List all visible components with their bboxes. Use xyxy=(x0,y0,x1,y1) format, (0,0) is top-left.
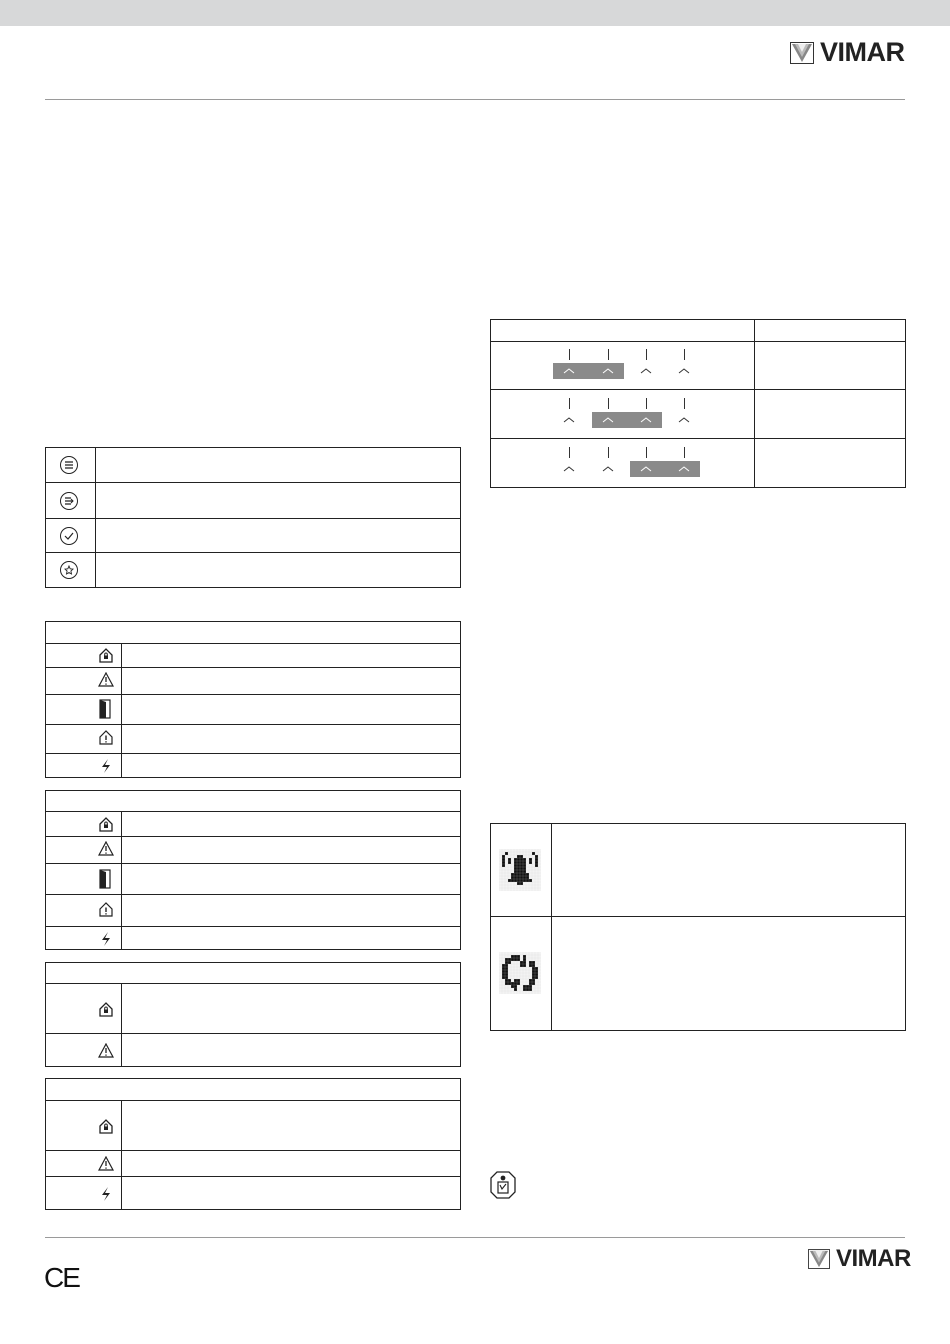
lightning-icon xyxy=(99,758,113,774)
footer-logo xyxy=(808,1245,911,1273)
key-tick xyxy=(646,398,647,409)
footer-rule xyxy=(45,1237,905,1238)
house-lock-icon xyxy=(98,1118,114,1134)
key-tick xyxy=(646,447,647,458)
key-tick xyxy=(608,349,609,360)
list-enter-icon xyxy=(60,492,78,510)
top-band xyxy=(0,0,950,26)
house-alert-icon xyxy=(98,901,114,918)
key-tick xyxy=(646,349,647,360)
ce-mark: CE xyxy=(44,1262,79,1293)
display-icons-table xyxy=(490,823,906,1031)
installer-manual-icon xyxy=(490,1171,516,1199)
door-open-icon xyxy=(98,869,112,889)
house-lock-icon xyxy=(98,1001,114,1017)
lightning-icon xyxy=(99,931,113,947)
menu-icon xyxy=(60,456,78,474)
key-tick xyxy=(608,447,609,458)
key-tick xyxy=(684,447,685,458)
footer-brand: VIMAR xyxy=(836,1245,911,1272)
house-lock-icon xyxy=(98,816,114,832)
warning-triangle-icon xyxy=(98,841,114,856)
vimar-logo-icon xyxy=(808,1249,830,1269)
buttons-table xyxy=(45,447,461,588)
key-caret-icon xyxy=(640,416,652,424)
key-caret-icon xyxy=(563,367,575,375)
key-caret-icon xyxy=(678,367,690,375)
header-brand: VIMAR xyxy=(820,37,905,67)
warning-triangle-icon xyxy=(98,1156,114,1171)
key-tick xyxy=(684,398,685,409)
warning-triangle-icon xyxy=(98,1043,114,1058)
lightning-icon xyxy=(99,1186,113,1202)
vimar-logo-icon xyxy=(790,42,814,64)
key-caret-icon xyxy=(640,465,652,473)
key-caret-icon xyxy=(563,465,575,473)
key-caret-icon xyxy=(563,416,575,424)
key-caret-icon xyxy=(678,465,690,473)
key-tick xyxy=(569,349,570,360)
key-tick xyxy=(569,398,570,409)
confirm-check-icon xyxy=(60,527,78,545)
status-table-4 xyxy=(45,1078,461,1210)
warning-triangle-icon xyxy=(98,672,114,687)
alarm-bell-pixel-icon xyxy=(499,849,541,891)
house-alert-icon xyxy=(98,729,114,746)
key-caret-icon xyxy=(602,465,614,473)
status-table-3 xyxy=(45,962,461,1067)
key-caret-icon xyxy=(678,416,690,424)
key-caret-icon xyxy=(602,367,614,375)
refresh-arrows-pixel-icon xyxy=(499,952,541,994)
key-tick xyxy=(569,447,570,458)
house-lock-icon xyxy=(98,647,114,663)
key-caret-icon xyxy=(640,367,652,375)
key-tick xyxy=(608,398,609,409)
header-logo xyxy=(790,37,905,68)
header-rule xyxy=(45,99,905,100)
door-open-icon xyxy=(98,699,112,719)
keys-table xyxy=(490,319,906,488)
key-caret-icon xyxy=(602,416,614,424)
status-table-2 xyxy=(45,790,461,950)
favourite-star-icon xyxy=(60,561,78,579)
status-table-1 xyxy=(45,621,461,778)
key-tick xyxy=(684,349,685,360)
